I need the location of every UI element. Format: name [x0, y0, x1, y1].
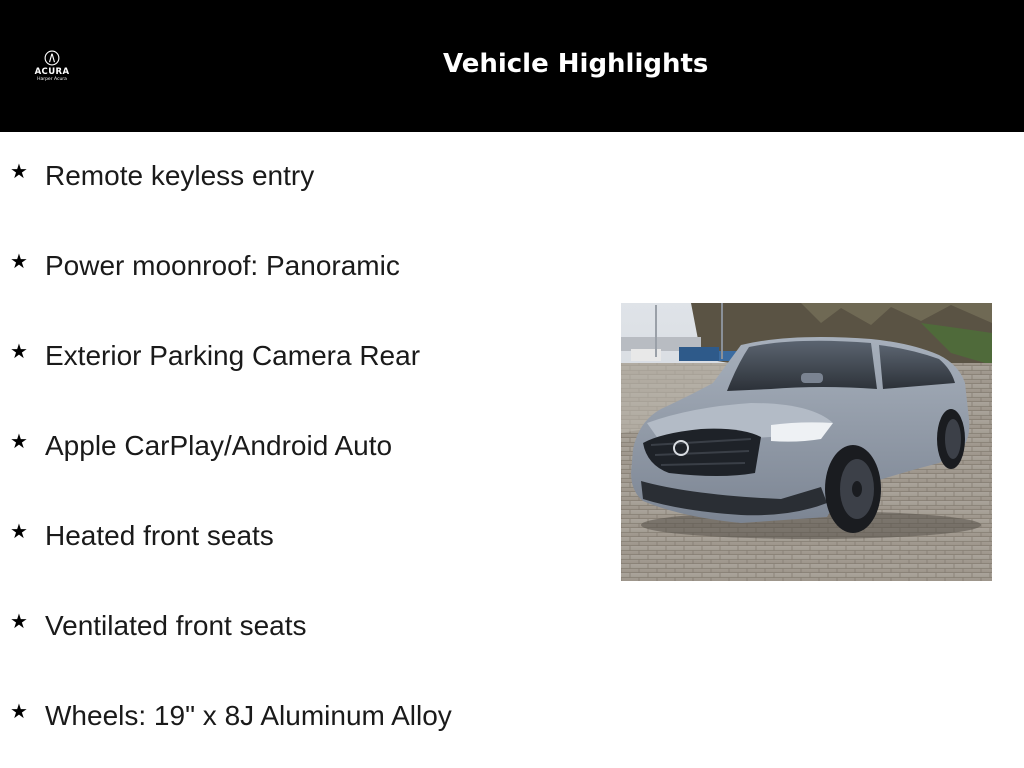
- header-bar: [0, 0, 1024, 132]
- feature-item: [0, 582, 600, 672]
- feature-label: Exterior Parking Camera Rear: [45, 340, 421, 371]
- feature-label: Apple CarPlay/Android Auto: [45, 430, 393, 461]
- star-icon: ★: [10, 701, 28, 723]
- star-icon: ★: [10, 521, 28, 543]
- star-icon: ★: [10, 341, 28, 363]
- page-title: Vehicle Highlights: [443, 49, 709, 79]
- vehicle-photo: [621, 303, 992, 581]
- feature-label: Wheels: 19" x 8J Aluminum Alloy: [45, 700, 452, 731]
- feature-label: Power moonroof: Panoramic: [45, 250, 400, 281]
- feature-item: [0, 222, 600, 312]
- feature-label: Heated front seats: [45, 520, 274, 551]
- star-icon: ★: [10, 251, 28, 273]
- dealer-logo: [26, 50, 78, 88]
- acura-logo-icon: [44, 50, 60, 66]
- logo-brand-text: ACURA: [34, 67, 70, 77]
- feature-item: [0, 312, 600, 402]
- feature-item: [0, 402, 600, 492]
- feature-item: [0, 132, 600, 222]
- feature-list: [0, 132, 600, 762]
- star-icon: ★: [10, 431, 28, 453]
- logo-dealer-text: Harper Acura: [37, 77, 67, 82]
- feature-label: Remote keyless entry: [45, 160, 315, 191]
- star-icon: ★: [10, 611, 28, 633]
- star-icon: ★: [10, 161, 28, 183]
- feature-item: [0, 492, 600, 582]
- feature-label: Ventilated front seats: [45, 610, 307, 641]
- feature-item: [0, 672, 600, 762]
